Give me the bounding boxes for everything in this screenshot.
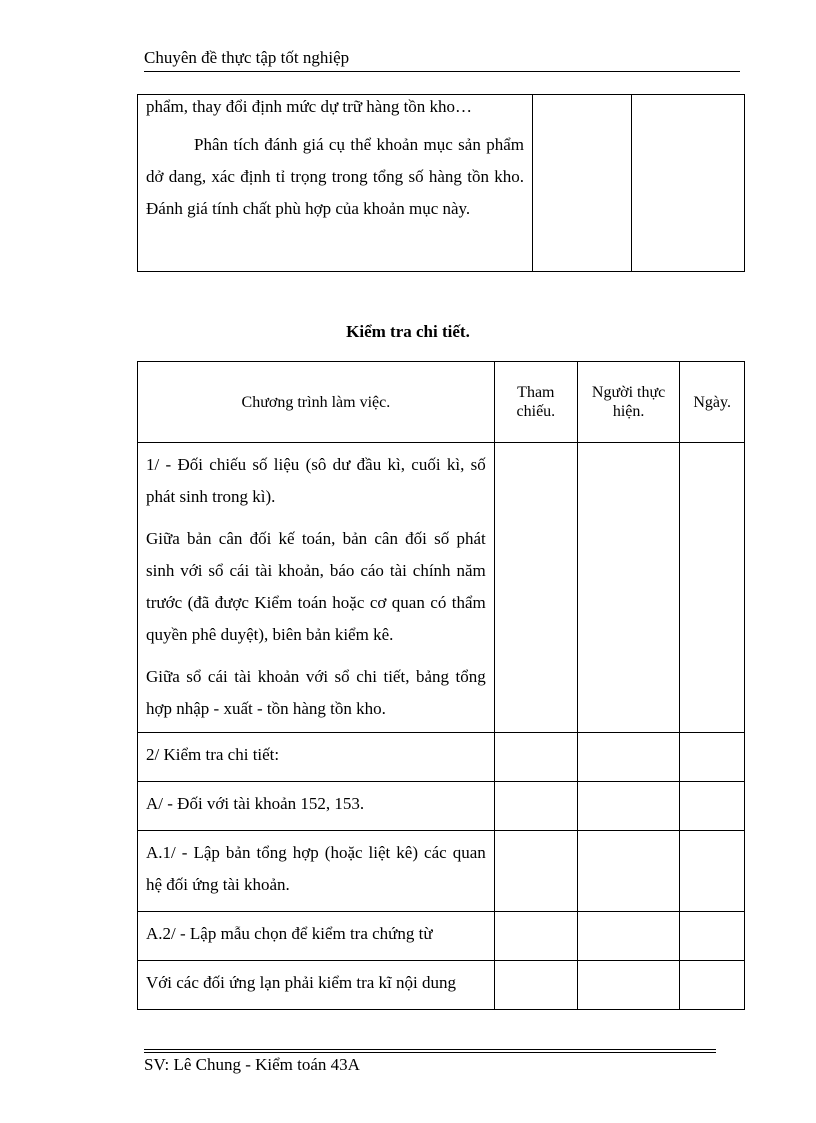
program-cell <box>138 961 495 1010</box>
performer-cell <box>577 912 679 961</box>
performer-cell <box>577 961 679 1010</box>
table-row <box>138 443 745 733</box>
date-cell <box>680 831 745 912</box>
header-rule <box>144 71 740 72</box>
header-program: Chương trình làm việc. <box>138 362 495 443</box>
detail-check-table <box>137 361 745 1010</box>
program-cell <box>138 912 495 961</box>
date-cell <box>680 443 745 733</box>
row-paragraph: A.2/ - Lập mẫu chọn để kiểm tra chứng từ <box>146 924 433 943</box>
row-paragraph: 1/ - Đối chiếu số liệu (sô dư đầu kì, cuối kì, số phát sinh trong kì). <box>146 455 486 506</box>
continuation-table <box>137 94 745 272</box>
reference-cell <box>533 95 632 272</box>
table-row <box>138 733 745 782</box>
table-row <box>138 831 745 912</box>
header-performer: Người thực hiện. <box>577 362 679 443</box>
table-row <box>138 961 745 1010</box>
program-cell <box>138 782 495 831</box>
footer-rule <box>144 1049 716 1050</box>
page-header: Chuyên đề thực tập tốt nghiệp <box>144 48 350 67</box>
table-row <box>138 912 745 961</box>
performer-cell <box>577 831 679 912</box>
table-row <box>138 782 745 831</box>
reference-cell <box>494 912 577 961</box>
row-paragraph: Giữa bản cân đối kế toán, bản cân đối số phát sinh với sổ cái tài khoản, báo cáo tài chính năm trước (đã được Kiểm toán hoặc cơ quan có thẩm quyền phê duyệt), biên bản kiểm kê. <box>146 529 486 644</box>
header-date: Ngày. <box>680 362 745 443</box>
reference-cell <box>494 443 577 733</box>
reference-cell <box>494 961 577 1010</box>
date-cell <box>680 912 745 961</box>
header-reference: Tham chiếu. <box>494 362 577 443</box>
performer-cell <box>577 782 679 831</box>
footer-rule <box>144 1052 716 1053</box>
program-cell <box>138 95 533 272</box>
date-cell <box>680 733 745 782</box>
date-cell <box>680 961 745 1010</box>
performer-cell <box>577 443 679 733</box>
row-paragraph: Với các đối ứng lạn phải kiểm tra kĩ nội dung <box>146 973 456 992</box>
reference-cell <box>494 831 577 912</box>
program-cell <box>138 831 495 912</box>
performer-cell <box>632 95 745 272</box>
section-title: Kiểm tra chi tiết. <box>346 322 470 341</box>
table-row <box>138 95 745 272</box>
performer-cell <box>577 733 679 782</box>
table-header-row <box>138 362 745 443</box>
date-cell <box>680 782 745 831</box>
analysis-paragraph: Phân tích đánh giá cụ thể khoản mục sản phẩm dở dang, xác định tỉ trọng trong tổng số hàng tồn kho. Đánh giá tính chất phù hợp của khoản mục này. <box>146 135 524 218</box>
reference-cell <box>494 782 577 831</box>
row-paragraph: Giữa sổ cái tài khoản với sổ chi tiết, bảng tổng hợp nhập - xuất - tồn hàng tồn kho. <box>146 667 486 718</box>
program-cell <box>138 443 495 733</box>
program-cell <box>138 733 495 782</box>
row-paragraph: 2/ Kiểm tra chi tiết: <box>146 745 280 764</box>
reference-cell <box>494 733 577 782</box>
row-paragraph: A.1/ - Lập bản tổng hợp (hoặc liệt kê) các quan hệ đối ứng tài khoản. <box>146 843 486 894</box>
page-footer: SV: Lê Chung - Kiểm toán 43A <box>144 1055 360 1074</box>
continued-line: phẩm, thay đổi định mức dự trữ hàng tồn kho… <box>146 97 473 116</box>
row-paragraph: A/ - Đối với tài khoản 152, 153. <box>146 794 365 813</box>
